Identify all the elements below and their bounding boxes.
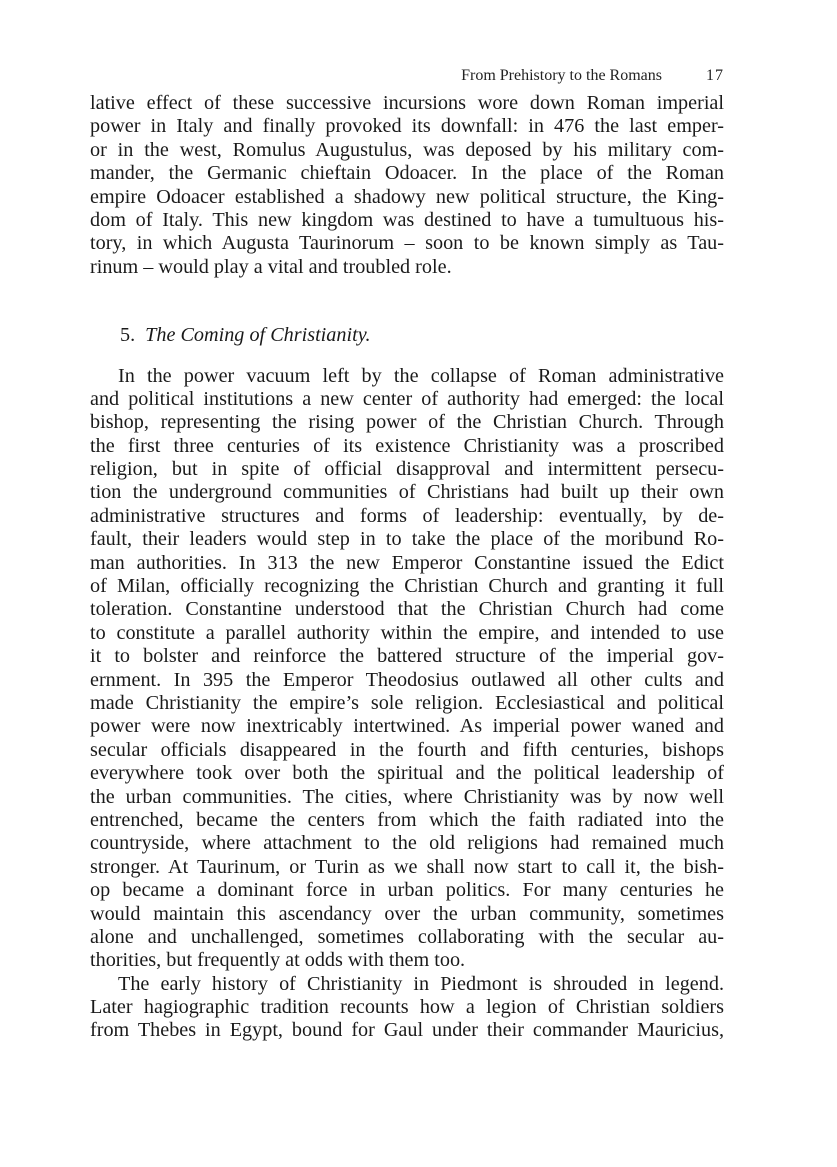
text-line: it to bolster and reinforce the battered structure of the imperial gov- [90, 645, 724, 668]
paragraph [90, 365, 724, 973]
running-title: From Prehistory to the Romans [461, 67, 662, 84]
text-line: made Christianity the empire’s sole religion. Ecclesiastical and political [90, 691, 724, 714]
paragraph-continued [90, 92, 724, 279]
text-line: from Thebes in Egypt, bound for Gaul under their commander Mauricius, [90, 1019, 724, 1042]
text-line: secular officials disappeared in the fourth and fifth centuries, bishops [90, 738, 724, 761]
text-line: alone and unchallenged, sometimes collaborating with the secular au- [90, 925, 724, 948]
text-line: In the power vacuum left by the collapse of Roman administrative [118, 364, 724, 387]
text-line: toleration. Constantine understood that the Christian Church had come [90, 598, 724, 621]
text-line: tion the underground communities of Christians had built up their own [90, 481, 724, 504]
running-header [90, 66, 724, 92]
text-line: the first three centuries of its existence Christianity was a proscribed [90, 434, 724, 457]
text-line: power were now inextricably intertwined. As imperial power waned and [90, 715, 724, 738]
text-line: Later hagiographic tradition recounts how a legion of Christian soldiers [90, 996, 724, 1019]
text-line: fault, their leaders would step in to take the place of the moribund Ro- [90, 528, 724, 551]
text-line: bishop, representing the rising power of the Christian Church. Through [90, 411, 724, 434]
text-line: op became a dominant force in urban politics. For many centuries he [90, 879, 724, 902]
text-line: stronger. At Taurinum, or Turin as we shall now start to call it, the bish- [90, 855, 724, 878]
text-line: entrenched, became the centers from which the faith radiated into the [90, 808, 724, 831]
text-line: the urban communities. The cities, where Christianity was by now well [90, 785, 724, 808]
text-line: countryside, where attachment to the old religions had remained much [90, 832, 724, 855]
text-line: power in Italy and finally provoked its downfall: in 476 the last emper- [90, 115, 724, 138]
text-line: The early history of Christianity in Piedmont is shrouded in legend. [118, 972, 724, 995]
page-number: 17 [706, 67, 724, 84]
text-line: religion, but in spite of official disapproval and intermittent persecu- [90, 458, 724, 481]
text-line: empire Odoacer established a shadowy new political structure, the King- [90, 185, 724, 208]
section-number: 5. [120, 324, 136, 347]
text-line: dom of Italy. This new kingdom was destined to have a tumultuous his- [90, 208, 724, 231]
text-line: and political institutions a new center of authority had emerged: the local [90, 387, 724, 410]
paragraph [90, 973, 724, 1043]
text-line: man authorities. In 313 the new Emperor Constantine issued the Edict [90, 551, 724, 574]
text-line: rinum – would play a vital and troubled role. [90, 255, 452, 278]
text-line: mander, the Germanic chieftain Odoacer. In the place of the Roman [90, 162, 724, 185]
text-line: everywhere took over both the spiritual and the political leadership of [90, 762, 724, 785]
text-line: administrative structures and forms of leadership: eventually, by de- [90, 504, 724, 527]
section-heading [90, 324, 724, 347]
text-line: lative effect of these successive incursions wore down Roman imperial [90, 92, 724, 114]
text-line: would maintain this ascendancy over the urban community, sometimes [90, 902, 724, 925]
page [90, 66, 724, 1043]
section-title: The Coming of Christianity. [145, 324, 371, 347]
text-line: tory, in which Augusta Taurinorum – soon to be known simply as Tau- [90, 232, 724, 255]
text-line: to constitute a parallel authority within the empire, and intended to use [90, 621, 724, 644]
text-line: ernment. In 395 the Emperor Theodosius outlawed all other cults and [90, 668, 724, 691]
text-line: of Milan, officially recognizing the Christian Church and granting it full [90, 575, 724, 598]
text-line: or in the west, Romulus Augustulus, was deposed by his military com- [90, 138, 724, 161]
text-line: thorities, but frequently at odds with them too. [90, 949, 466, 972]
